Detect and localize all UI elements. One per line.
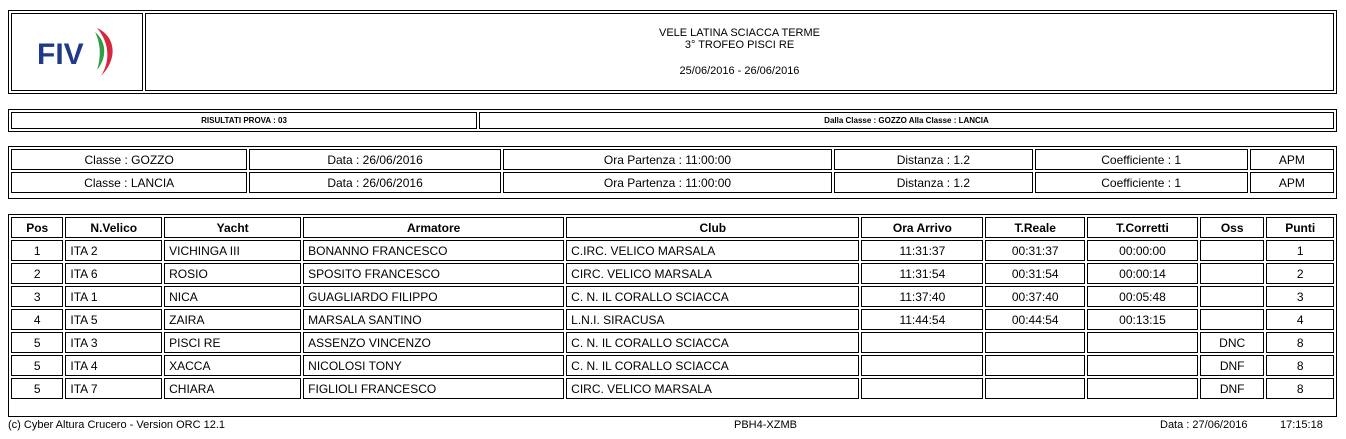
col-header-pos: Pos [11, 217, 63, 238]
cell-finish-time: 11:31:37 [861, 240, 983, 261]
cell-owner: NICOLOSI TONY [303, 355, 564, 376]
cell-yacht: ROSIO [164, 263, 301, 284]
cell-points: 4 [1266, 309, 1334, 330]
fiv-logo-icon [27, 22, 127, 82]
event-dates: 25/06/2016 - 26/06/2016 [679, 65, 800, 77]
cell-notes [1200, 286, 1264, 307]
table-row [11, 332, 1334, 353]
cell-finish-time [861, 355, 983, 376]
col-header-sail-number: N.Velico [65, 217, 162, 238]
cell-elapsed [985, 332, 1085, 353]
cell-yacht: NICA [164, 286, 301, 307]
fiv-logo [11, 13, 143, 91]
col-header-yacht: Yacht [164, 217, 301, 238]
class-start-time: Ora Partenza : 11:00:00 [503, 172, 833, 193]
report-footer [8, 419, 1330, 435]
class-info-table [8, 146, 1337, 199]
cell-elapsed: 00:44:54 [985, 309, 1085, 330]
event-title-block [145, 13, 1334, 91]
cell-club: C. N. IL CORALLO SCIACCA [566, 286, 859, 307]
cell-yacht: VICHINGA III [164, 240, 301, 261]
col-header-points: Punti [1266, 217, 1334, 238]
cell-notes: DNC [1200, 332, 1264, 353]
cell-sail-number: ITA 5 [65, 309, 162, 330]
cell-club: CIRC. VELICO MARSALA [566, 263, 859, 284]
class-name: Classe : GOZZO [11, 149, 247, 170]
cell-owner: ASSENZO VINCENZO [303, 332, 564, 353]
cell-elapsed: 00:31:54 [985, 263, 1085, 284]
cell-club: CIRC. VELICO MARSALA [566, 378, 859, 399]
cell-notes: DNF [1200, 355, 1264, 376]
report-header [8, 10, 1337, 94]
cell-points: 3 [1266, 286, 1334, 307]
cell-owner: FIGLIOLI FRANCESCO [303, 378, 564, 399]
table-row [11, 263, 1334, 284]
cell-yacht: ZAIRA [164, 309, 301, 330]
cell-corrected: 00:05:48 [1087, 286, 1198, 307]
cell-pos: 2 [11, 263, 63, 284]
results-header-row [11, 217, 1334, 238]
cell-club: C. N. IL CORALLO SCIACCA [566, 332, 859, 353]
footer-time: 17:15:18 [1280, 419, 1323, 431]
cell-sail-number: ITA 1 [65, 286, 162, 307]
class-start-time: Ora Partenza : 11:00:00 [503, 149, 833, 170]
cell-owner: GUAGLIARDO FILIPPO [303, 286, 564, 307]
cell-notes [1200, 240, 1264, 261]
cell-sail-number: ITA 7 [65, 378, 162, 399]
cell-notes [1200, 309, 1264, 330]
cell-club: C. N. IL CORALLO SCIACCA [566, 355, 859, 376]
cell-yacht: XACCA [164, 355, 301, 376]
cell-corrected: 00:00:14 [1087, 263, 1198, 284]
cell-points: 1 [1266, 240, 1334, 261]
results-body [11, 240, 1334, 399]
class-method: APM [1250, 149, 1334, 170]
cell-finish-time: 11:44:54 [861, 309, 983, 330]
cell-pos: 5 [11, 355, 63, 376]
cell-corrected [1087, 355, 1198, 376]
cell-points: 2 [1266, 263, 1334, 284]
cell-pos: 1 [11, 240, 63, 261]
event-title: VELE LATINA SCIACCA TERME [659, 27, 820, 39]
col-header-notes: Oss [1200, 217, 1264, 238]
class-date: Data : 26/06/2016 [249, 149, 500, 170]
footer-code: PBH4-XZMB [734, 419, 797, 431]
cell-finish-time [861, 332, 983, 353]
cell-elapsed [985, 378, 1085, 399]
cell-points: 8 [1266, 332, 1334, 353]
cell-pos: 3 [11, 286, 63, 307]
cell-owner: MARSALA SANTINO [303, 309, 564, 330]
cell-points: 8 [1266, 355, 1334, 376]
cell-owner: BONANNO FRANCESCO [303, 240, 564, 261]
logo-text: FIV [37, 38, 84, 71]
cell-pos: 4 [11, 309, 63, 330]
class-method: APM [1250, 172, 1334, 193]
cell-elapsed: 00:37:40 [985, 286, 1085, 307]
cell-owner: SPOSITO FRANCESCO [303, 263, 564, 284]
cell-pos: 5 [11, 332, 63, 353]
cell-elapsed: 00:31:37 [985, 240, 1085, 261]
results-table-frame [8, 214, 1337, 417]
race-number: RISULTATI PROVA : 03 [11, 112, 477, 129]
class-distance: Distanza : 1.2 [834, 149, 1032, 170]
class-row [11, 172, 1334, 193]
footer-software: (c) Cyber Altura Crucero - Version ORC 12.1 [8, 419, 226, 431]
table-row [11, 378, 1334, 399]
class-range: Dalla Classe : GOZZO Alla Classe : LANCIA [479, 112, 1334, 129]
col-header-club: Club [566, 217, 859, 238]
cell-corrected: 00:13:15 [1087, 309, 1198, 330]
cell-finish-time: 11:31:54 [861, 263, 983, 284]
cell-club: C.IRC. VELICO MARSALA [566, 240, 859, 261]
cell-points: 8 [1266, 378, 1334, 399]
class-distance: Distanza : 1.2 [834, 172, 1032, 193]
col-header-finish-time: Ora Arrivo [861, 217, 983, 238]
event-subtitle: 3° TROFEO PISCI RE [684, 39, 795, 51]
table-row [11, 355, 1334, 376]
table-row [11, 240, 1334, 261]
col-header-owner: Armatore [303, 217, 564, 238]
cell-sail-number: ITA 3 [65, 332, 162, 353]
table-row [11, 309, 1334, 330]
col-header-corrected: T.Corretti [1087, 217, 1198, 238]
class-coefficient: Coefficiente : 1 [1035, 149, 1248, 170]
cell-corrected [1087, 378, 1198, 399]
class-table [9, 147, 1336, 195]
cell-corrected: 00:00:00 [1087, 240, 1198, 261]
class-date: Data : 26/06/2016 [249, 172, 500, 193]
footer-date: Data : 27/06/2016 [1160, 419, 1248, 431]
cell-notes: DNF [1200, 378, 1264, 399]
cell-finish-time [861, 378, 983, 399]
table-row [11, 286, 1334, 307]
cell-club: L.N.I. SIRACUSA [566, 309, 859, 330]
class-name: Classe : LANCIA [11, 172, 247, 193]
cell-sail-number: ITA 6 [65, 263, 162, 284]
cell-sail-number: ITA 4 [65, 355, 162, 376]
results-table [9, 215, 1336, 401]
class-coefficient: Coefficiente : 1 [1035, 172, 1248, 193]
cell-finish-time: 11:37:40 [861, 286, 983, 307]
cell-yacht: CHIARA [164, 378, 301, 399]
class-row [11, 149, 1334, 170]
cell-notes [1200, 263, 1264, 284]
cell-yacht: PISCI RE [164, 332, 301, 353]
results-line [8, 109, 1337, 132]
cell-pos: 5 [11, 378, 63, 399]
col-header-elapsed: T.Reale [985, 217, 1085, 238]
cell-sail-number: ITA 2 [65, 240, 162, 261]
cell-elapsed [985, 355, 1085, 376]
cell-corrected [1087, 332, 1198, 353]
